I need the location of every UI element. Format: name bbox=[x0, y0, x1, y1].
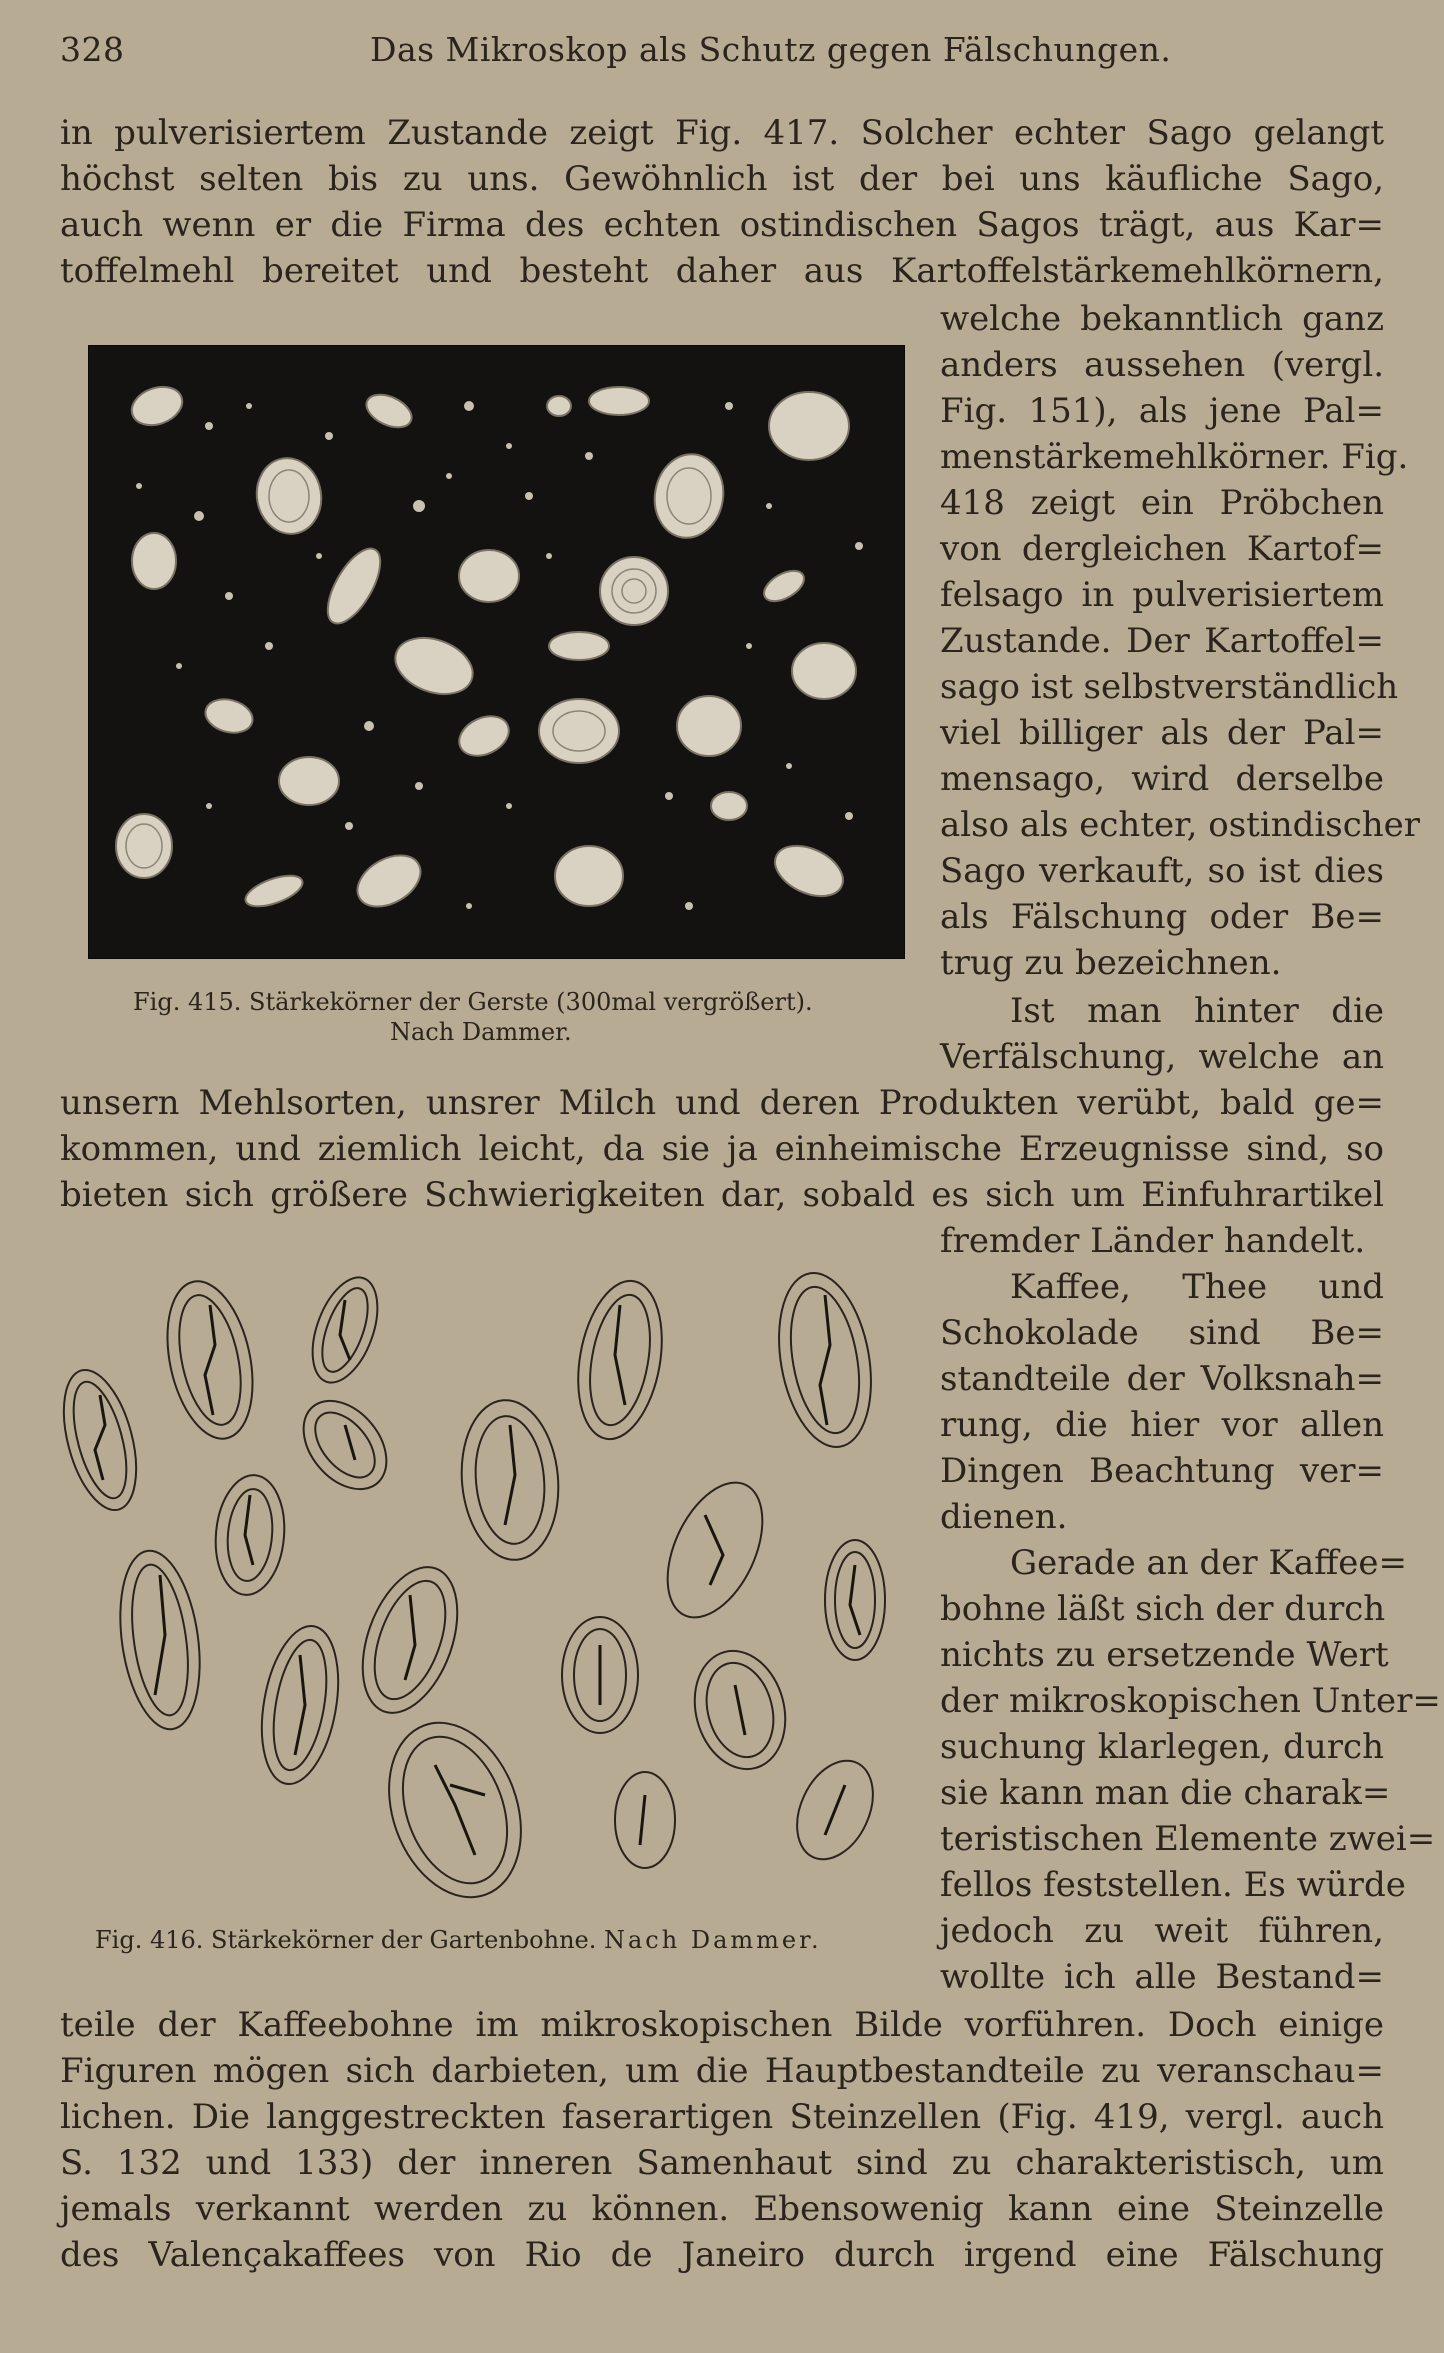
text-line: auch wenn er die Firma des echten ostindischen Sagos trägt, aus Kar= bbox=[60, 205, 1384, 245]
text-line: Kaffee, Thee und bbox=[1010, 1267, 1384, 1307]
text-line: bieten sich größere Schwierigkeiten dar, sobald es sich um Einfuhrartikel bbox=[60, 1175, 1384, 1215]
figure-416-caption bbox=[95, 1925, 822, 1955]
text-line: wollte ich alle Bestand= bbox=[940, 1957, 1384, 1997]
text-line: der mikroskopischen Unter= bbox=[940, 1681, 1441, 1721]
figure-416-caption-text: Stärkekörner der Gartenbohne. bbox=[211, 1926, 597, 1954]
text-line: anders aussehen (vergl. bbox=[940, 345, 1384, 385]
text-line: bohne läßt sich der durch bbox=[940, 1589, 1386, 1629]
figure-416-illustration bbox=[55, 1265, 915, 1905]
text-line: jedoch zu weit führen, bbox=[940, 1911, 1384, 1951]
text-line: standteile der Volksnah= bbox=[940, 1359, 1384, 1399]
text-line: höchst selten bis zu uns. Gewöhnlich ist der bei uns käufliche Sago, bbox=[60, 159, 1384, 199]
text-line: als Fälschung oder Be= bbox=[940, 897, 1384, 937]
text-line: teristischen Elemente zwei= bbox=[940, 1819, 1436, 1859]
text-line: mensago, wird derselbe bbox=[940, 759, 1384, 799]
text-line: kommen, und ziemlich leicht, da sie ja einheimische Erzeugnisse sind, so bbox=[60, 1129, 1384, 1169]
figure-416-credit: Nach Dammer. bbox=[604, 1926, 822, 1954]
text-line: von dergleichen Kartof= bbox=[940, 529, 1384, 569]
page-number: 328 bbox=[60, 30, 125, 69]
figure-416-label: Fig. 416. bbox=[95, 1926, 204, 1954]
text-line: unsern Mehlsorten, unsrer Milch und deren Produkten verübt, bald ge= bbox=[60, 1083, 1384, 1123]
figure-415-caption-text: Stärkekörner der Gerste (300mal vergrößert). bbox=[249, 988, 813, 1016]
text-line: Figuren mögen sich darbieten, um die Hauptbestandteile zu veranschau= bbox=[60, 2051, 1384, 2091]
text-line: lichen. Die langgestreckten faserartigen Steinzellen (Fig. 419, vergl. auch bbox=[60, 2097, 1384, 2137]
text-line: fellos feststellen. Es würde bbox=[940, 1865, 1406, 1905]
text-line: Dingen Beachtung ver= bbox=[940, 1451, 1384, 1491]
text-line: S. 132 und 133) der inneren Samenhaut sind zu charakteristisch, um bbox=[60, 2143, 1384, 2183]
text-line: welche bekanntlich ganz bbox=[940, 299, 1384, 339]
text-line: Verfälschung, welche an bbox=[940, 1037, 1384, 1077]
page-header bbox=[60, 22, 1384, 78]
figure-415-label: Fig. 415. bbox=[133, 988, 242, 1016]
text-line: fremder Länder handelt. bbox=[940, 1221, 1366, 1261]
text-line: nichts zu ersetzende Wert bbox=[940, 1635, 1389, 1675]
text-line: also als echter, ostindischer bbox=[940, 805, 1421, 845]
text-line: des Valençakaffees von Rio de Janeiro durch irgend eine Fälschung bbox=[60, 2235, 1384, 2275]
text-line: toffelmehl bereitet und besteht daher aus Kartoffelstärkemehlkörnern, bbox=[60, 251, 1384, 291]
text-line: Zustande. Der Kartoffel= bbox=[940, 621, 1384, 661]
figure-415-illustration bbox=[88, 345, 905, 959]
text-line: Ist man hinter die bbox=[1010, 991, 1384, 1031]
text-line: sago ist selbstverständlich bbox=[940, 667, 1399, 707]
text-line: felsago in pulverisiertem bbox=[940, 575, 1384, 615]
figure-415-credit: Nach Dammer. bbox=[390, 1018, 572, 1046]
text-line: in pulverisiertem Zustande zeigt Fig. 417. Solcher echter Sago gelangt bbox=[60, 113, 1384, 153]
text-line: dienen. bbox=[940, 1497, 1068, 1537]
text-line: menstärkemehlkörner. Fig. bbox=[940, 437, 1409, 477]
running-title: Das Mikroskop als Schutz gegen Fälschungen. bbox=[370, 30, 1172, 69]
text-line: Sago verkauft, so ist dies bbox=[940, 851, 1384, 891]
text-line: sie kann man die charak= bbox=[940, 1773, 1391, 1813]
figure-415-caption bbox=[133, 987, 813, 1017]
text-line: jemals verkannt werden zu können. Ebensowenig kann eine Steinzelle bbox=[60, 2189, 1384, 2229]
text-line: Schokolade sind Be= bbox=[940, 1313, 1384, 1353]
text-line: trug zu bezeichnen. bbox=[940, 943, 1282, 983]
text-line: viel billiger als der Pal= bbox=[940, 713, 1384, 753]
text-line: Gerade an der Kaffee= bbox=[1010, 1543, 1407, 1583]
text-line: rung, die hier vor allen bbox=[940, 1405, 1384, 1445]
text-line: 418 zeigt ein Pröbchen bbox=[940, 483, 1384, 523]
text-line: suchung klarlegen, durch bbox=[940, 1727, 1384, 1767]
text-line: Fig. 151), als jene Pal= bbox=[940, 391, 1384, 431]
text-line: teile der Kaffeebohne im mikroskopischen Bilde vorführen. Doch einige bbox=[60, 2005, 1384, 2045]
